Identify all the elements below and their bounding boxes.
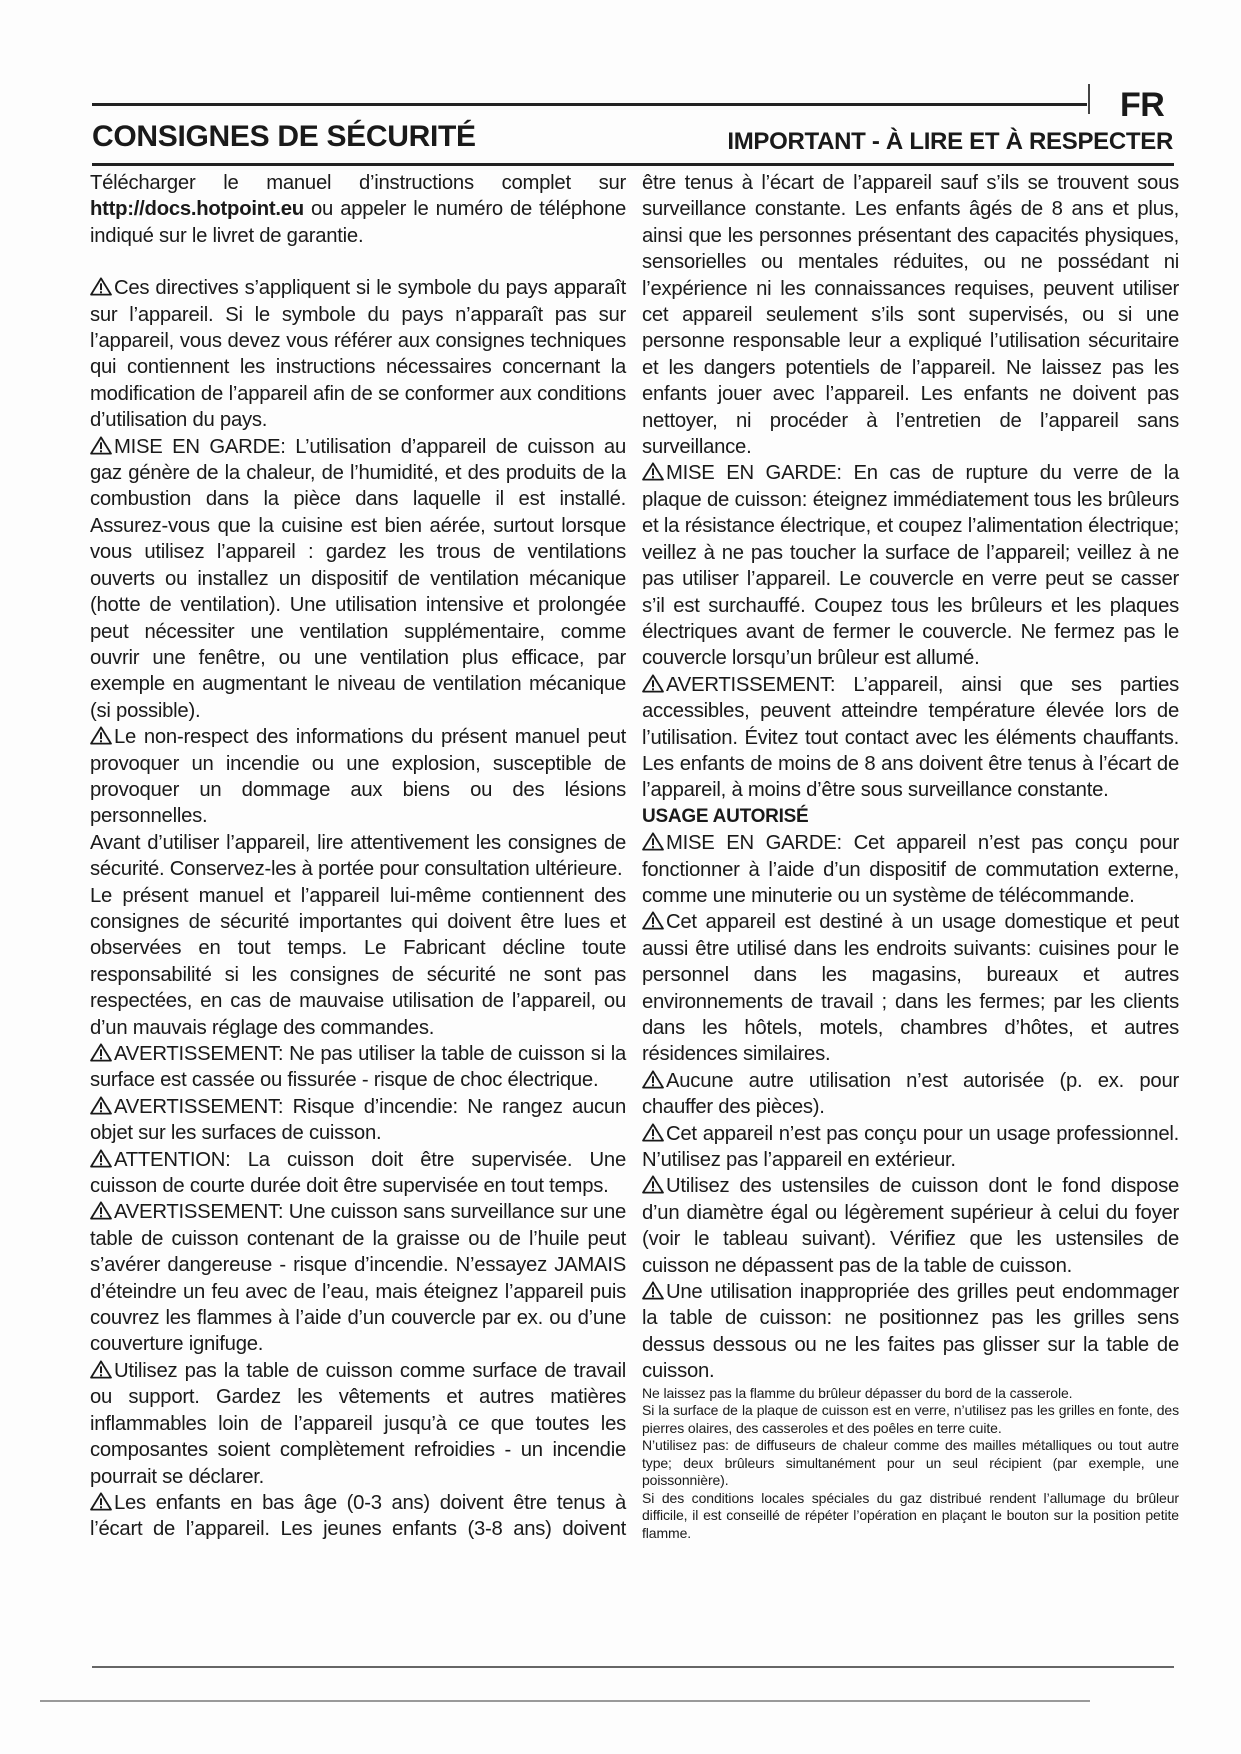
warning-paragraph xyxy=(642,1121,1179,1174)
warning-triangle-icon xyxy=(642,674,664,693)
footer-rule xyxy=(92,1666,1174,1668)
paragraph-text: Utilisez pas la table de cuisson comme surface de travail ou support. Gardez les vêtements et autres matières inflammables loin de l’appareil jusqu’à ce que toutes les composantes soient complètement refroidies - un incendie pourrait se déclarer. xyxy=(90,1359,626,1488)
warning-triangle-icon xyxy=(642,462,664,481)
page-bottom-rule xyxy=(40,1700,1090,1702)
header-rule xyxy=(92,103,1087,106)
warning-triangle-icon xyxy=(642,1281,664,1300)
paragraph-text: Cet appareil n’est pas conçu pour un usage professionnel. N’utilisez pas l’appareil en extérieur. xyxy=(642,1122,1179,1172)
language-code: FR xyxy=(1120,86,1165,124)
left-column xyxy=(90,170,626,1543)
paragraph: Avant d’utiliser l’appareil, lire attentivement les consignes de sécurité. Conservez-les à portée pour consultation ultérieure. xyxy=(90,831,626,881)
warning-paragraph xyxy=(642,1279,1179,1385)
paragraph-text: AVERTISSEMENT: Ne pas utiliser la table de cuisson si la surface est cassée ou fissurée - risque de choc électrique. xyxy=(90,1043,626,1092)
warning-triangle-icon xyxy=(90,1360,112,1379)
docs-link[interactable]: http://docs.hotpoint.eu xyxy=(90,198,304,221)
warning-triangle-icon xyxy=(90,1201,112,1220)
warning-triangle-icon xyxy=(90,726,112,745)
small-note: Si la surface de la plaque de cuisson est en verre, n’utilisez pas les grilles en fonte, des pierres olaires, des casseroles et des poêles en terre cuite. xyxy=(642,1402,1179,1436)
title-rule xyxy=(92,163,1174,166)
paragraph-text: MISE EN GARDE: En cas de rupture du verre de la plaque de cuisson: éteignez immédiatement tous les brûleurs et la résistance électrique, et coupez l’alimentation électrique; veillez à ne pas toucher la surface de l’appareil; veillez à ne pas utiliser l’appareil. Le couvercle en verre peut se casser s’il est surchauffé. Coupez tous les brûleurs et les plaques électriques avant de fermer le couvercle. Ne fermez pas le couvercle lorsqu’un brûleur est allumé. xyxy=(642,462,1179,670)
warning-paragraph xyxy=(642,460,1179,671)
warning-paragraph xyxy=(642,1068,1179,1121)
warning-triangle-icon xyxy=(90,277,112,296)
section-heading: USAGE AUTORISÉ xyxy=(642,805,809,827)
paragraph: être tenus à l’écart de l’appareil sauf s’ils se trouvent sous surveillance constante. Les enfants âgés de 8 ans et plus, ainsi que les personnes présentant des capacités physiques, sensorielles ou mentales réduites, ou ne possédant ni l’expérience ni les connaissances requises, peuvent utiliser cet appareil seulement s’ils sont supervisés, ou si une personne responsable leur a expliqué l’utilisation sécuritaire et les dangers potentiels de l’appareil. Ne laissez pas les enfants jouer avec l’appareil. Les enfants ne doivent pas nettoyer, ni procéder à l’entretien de l’appareil sans surveillance. xyxy=(642,172,1179,459)
intro-paragraph xyxy=(90,170,626,249)
header-divider xyxy=(1088,84,1090,114)
warning-paragraph xyxy=(90,1199,626,1357)
paragraph-text: Utilisez des ustensiles de cuisson dont le fond dispose d’un diamètre égal ou légèrement supérieur à celui du foyer (voir le tableau suivant). Vérifiez que les ustensiles de cuisson ne dépassent pas de la table de cuisson. xyxy=(642,1175,1179,1277)
paragraph-text: Cet appareil est destiné à un usage domestique et peut aussi être utilisé dans les endroits suivants: cuisines pour le personnel dans les magasins, bureaux et autres environnements de travail ; dans les fermes; par les clients dans les hôtels, motels, chambres d’hôtes, et autres résidences similaires. xyxy=(642,911,1179,1066)
intro-text-end: ou appeler le numéro de téléphone indiqué sur le livret de garantie. xyxy=(90,198,626,247)
paragraph: Le présent manuel et l’appareil lui-même contiennent des consignes de sécurité importantes qui doivent être lues et observées en tout temps. Le Fabricant décline toute responsabilité si les consignes de sécurité ne sont pas respectées, en cas de mauvaise utilisation de l’appareil, ou d’un mauvais réglage des commandes. xyxy=(90,884,626,1039)
paragraph-text: Ces directives s’appliquent si le symbole du pays apparaît sur l’appareil. Si le symbole du pays n’apparaît pas sur l’appareil, vous devez vous référer aux consignes techniques qui contiennent les instructions nécessaires concernant la modification de l’appareil afin de se conformer aux conditions d’utilisation du pays. xyxy=(90,277,626,432)
warning-triangle-icon xyxy=(642,1175,664,1194)
warning-triangle-icon xyxy=(642,832,664,851)
page-title: CONSIGNES DE SÉCURITÉ xyxy=(92,120,476,153)
warning-triangle-icon xyxy=(642,1070,664,1089)
warning-triangle-icon xyxy=(642,911,664,930)
warning-paragraph xyxy=(642,830,1179,909)
paragraph-text: MISE EN GARDE: L’utilisation d’appareil de cuisson au gaz génère de la chaleur, de l’humidité, et des produits de la combustion dans la pièce dans laquelle il est installé. Assurez-vous que la cuisine est bien aérée, surtout lorsque vous utilisez l’appareil : gardez les trous de ventilations ouverts ou installez un dispositif de ventilation mécanique (hotte de ventilation). Une utilisation intensive et prolongée peut nécessiter une ventilation supplémentaire, comme ouvrir une fenêtre, ou une ventilation plus efficace, par exemple en augmentant le niveau de ventilation mécanique (si possible). xyxy=(90,435,626,722)
intro-text: Télécharger le manuel d’instructions complet sur xyxy=(90,172,626,194)
warning-triangle-icon xyxy=(90,1043,112,1062)
paragraph-text: AVERTISSEMENT: L’appareil, ainsi que ses parties accessibles, peuvent atteindre température élevée lors de l’utilisation. Évitez tout contact avec les éléments chauffants. Les enfants de moins de 8 ans doivent être tenus à l’écart de l’appareil, à moins d’être sous surveillance constante. xyxy=(642,673,1179,802)
page-subtitle: IMPORTANT - À LIRE ET À RESPECTER xyxy=(727,128,1173,155)
warning-paragraph xyxy=(90,1041,626,1094)
warning-triangle-icon xyxy=(90,1492,112,1511)
warning-triangle-icon xyxy=(90,1149,112,1168)
warning-paragraph xyxy=(90,1358,626,1490)
paragraph-text: Aucune autre utilisation n’est autorisée (p. ex. pour chauffer des pièces). xyxy=(642,1069,1179,1119)
warning-paragraph xyxy=(90,434,626,724)
paragraph-text: Les enfants en bas âge (0-3 ans) doivent être tenus à l’écart de l’appareil. Les jeunes enfants (3-8 ans) doivent xyxy=(90,1491,626,1541)
warning-paragraph xyxy=(90,1147,626,1200)
paragraph-text: Le non-respect des informations du présent manuel peut provoquer un incendie ou une explosion, susceptible de provoquer un dommage aux biens ou des lésions personnelles. xyxy=(90,726,626,828)
paragraph-text: AVERTISSEMENT: Risque d’incendie: Ne rangez aucun objet sur les surfaces de cuisson. xyxy=(90,1095,626,1145)
warning-paragraph xyxy=(90,275,626,433)
warning-paragraph xyxy=(642,909,1179,1067)
warning-triangle-icon xyxy=(90,436,112,455)
paragraph-text: AVERTISSEMENT: Une cuisson sans surveillance sur une table de cuisson contenant de la graisse ou de l’huile peut s’avérer dangereuse - risque d’incendie. N’essayez JAMAIS d’éteindre un feu avec de l’eau, mais éteignez l’appareil puis couvrez les flammes à l’aide d’un couvercle par ex. ou d’une couverture ignifuge. xyxy=(90,1201,626,1356)
warning-paragraph xyxy=(642,672,1179,804)
paragraph-text: Une utilisation inappropriée des grilles peut endommager la table de cuisson: ne positionnez pas les grilles sens dessus dessous ou ne les faites pas glisser sur la table de cuisson. xyxy=(642,1281,1179,1383)
warning-paragraph xyxy=(90,724,626,830)
warning-paragraph xyxy=(642,1173,1179,1279)
paragraph-text: MISE EN GARDE: Cet appareil n’est pas conçu pour fonctionner à l’aide d’un dispositif de commutation externe, comme une minuterie ou un système de télécommande. xyxy=(642,832,1179,907)
small-note: N’utilisez pas: de diffuseurs de chaleur comme des mailles métalliques ou tout autre type; deux brûleurs simultanément pour un seul récipient (par exemple, une poissonnière). xyxy=(642,1437,1179,1489)
small-note: Ne laissez pas la flamme du brûleur dépasser du bord de la casserole. xyxy=(642,1384,1073,1401)
warning-paragraph xyxy=(90,1094,626,1147)
right-column xyxy=(642,170,1179,1542)
warning-paragraph xyxy=(90,1490,626,1543)
paragraph-text: ATTENTION: La cuisson doit être supervisée. Une cuisson de courte durée doit être supervisée en tout temps. xyxy=(90,1148,626,1198)
spacer xyxy=(90,249,626,275)
warning-triangle-icon xyxy=(642,1123,664,1142)
small-note: Si des conditions locales spéciales du gaz distribué rendent l’allumage du brûleur difficile, il est conseillé de répéter l’opération en plaçant le bouton sur la position petite flamme. xyxy=(642,1489,1179,1541)
warning-triangle-icon xyxy=(90,1096,112,1115)
